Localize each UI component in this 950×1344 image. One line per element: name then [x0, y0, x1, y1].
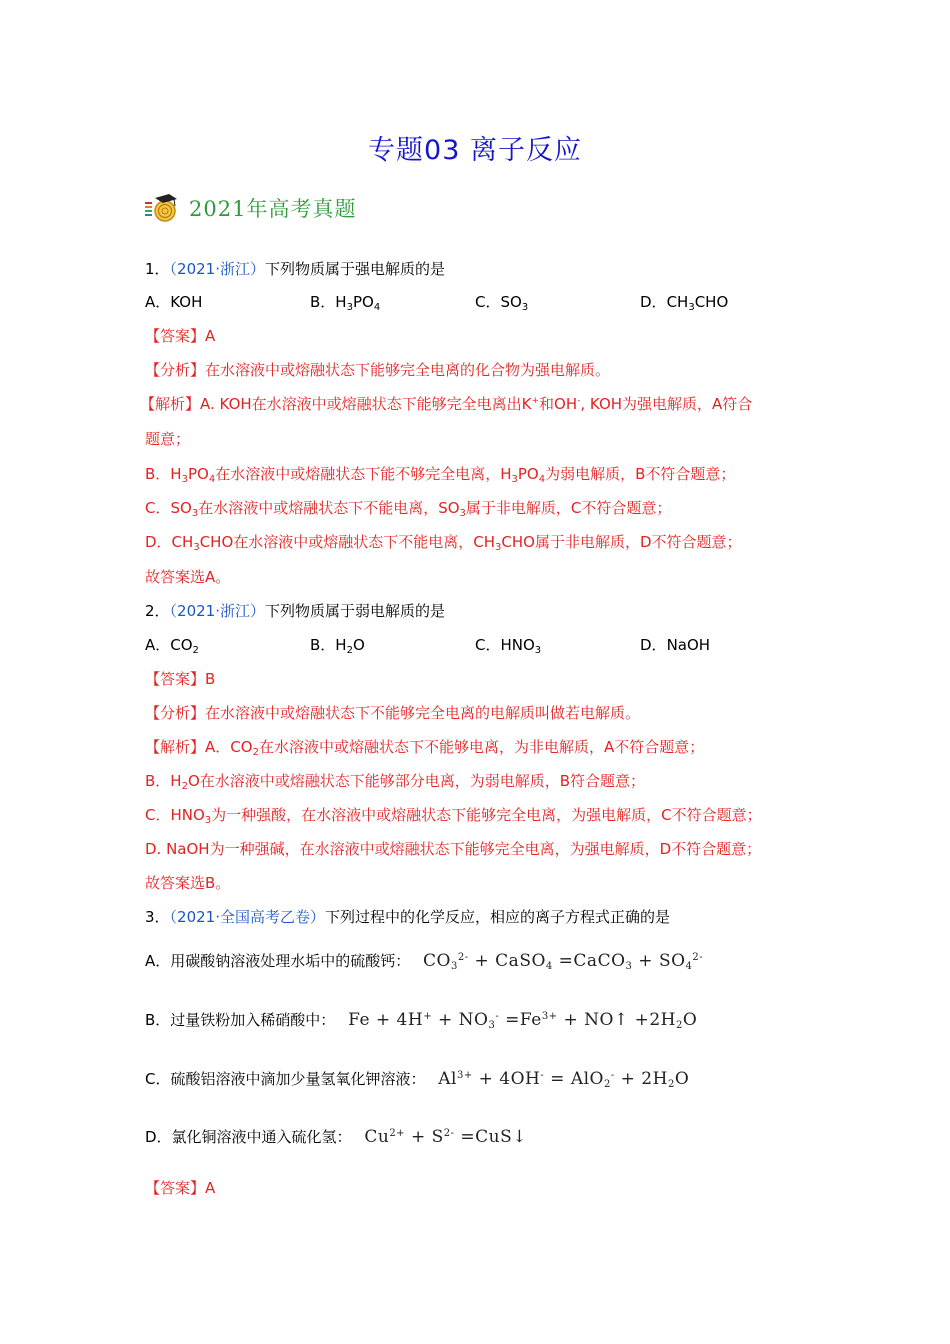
question-1-stem: 1．（2021·浙江）下列物质属于强电解质的是 [145, 260, 446, 278]
explanation-line: B．$H_3PO_4$在水溶液中或熔融状态下能不够完全电离，$H_3PO_4$为弱电解质，B不符合题意； [145, 465, 736, 485]
question-3-option-d: D．氯化铜溶液中通入硫化氢： $Cu^{2+} + S^{2-}$ =CuS↓ [145, 1127, 528, 1147]
ionic-equation: $CO_3^{2-}$ + CaSO$_4$ =CaCO$_3$ + $SO_4^{2-}$ [423, 951, 704, 972]
option-a: A．KOH [145, 293, 203, 311]
graduate-mascot-icon [143, 192, 179, 224]
option-c: C．$SO_3$ [475, 293, 529, 313]
analysis-line: 【分析】在水溶液中或熔融状态下不能够完全电离的电解质叫做若电解质。 [145, 704, 641, 722]
ionic-equation: $Fe + 4H^+ + NO_3^- =Fe^{3+}$ + NO↑ $+2H_2O$ [348, 1010, 698, 1031]
question-3-option-b: B．过量铁粉加入稀硝酸中： $Fe + 4H^+ + NO_3^- =Fe^{3+}$ + NO↑ $+2H_2O$ [145, 1010, 698, 1031]
option-c: C．$HNO_3$ [475, 636, 542, 656]
conclusion-line: 故答案选B。 [145, 874, 231, 892]
question-3-option-c: C．硫酸铝溶液中滴加少量氢氧化钾溶液： $Al^{3+} + 4OH^- = AlO_2^- + 2H_2O$ [145, 1069, 690, 1090]
question-2-stem: 2．（2021·浙江）下列物质属于弱电解质的是 [145, 602, 446, 620]
option-d: D．$CH_3CHO$ [640, 293, 729, 313]
answer-line: 【答案】B [145, 670, 216, 688]
conclusion-line: 故答案选A。 [145, 568, 231, 586]
explanation-line: 【解析】A. KOH在水溶液中或熔融状态下能够完全电离出K+和OH-, KOH为强电解质，A符合 [140, 395, 753, 413]
explanation-line: C．$HNO_3$为一种强酸，在水溶液中或熔融状态下能够完全电离，为强电解质，C不符合题意； [145, 806, 762, 826]
question-3-option-a: A．用碳酸钠溶液处理水垢中的硫酸钙： $CO_3^{2-}$ + CaSO$_4$ =CaCO$_3$ + $SO_4^{2-}$ [145, 951, 704, 972]
explanation-line: 题意； [145, 430, 191, 448]
section-title: 2021年高考真题 [189, 197, 357, 221]
answer-line: 【答案】A [145, 327, 216, 345]
option-b: B．$H_2O$ [310, 636, 365, 656]
explanation-line: 【解析】A．$CO_2$在水溶液中或熔融状态下不能够电离，为非电解质，A不符合题意； [145, 738, 705, 758]
ionic-equation: $Cu^{2+} + S^{2-}$ =CuS↓ [364, 1127, 528, 1147]
explanation-line: B．$H_2O$在水溶液中或熔融状态下能够部分电离，为弱电解质，B符合题意； [145, 772, 646, 792]
question-2-options [145, 634, 845, 656]
page-title: 专题03 离子反应 [368, 135, 582, 166]
answer-line: 【答案】A [145, 1179, 216, 1197]
explanation-line: D．$CH_3CHO$在水溶液中或熔融状态下不能电离，$CH_3CHO$属于非电解质，D不符合题意； [145, 533, 742, 553]
ionic-equation: $Al^{3+} + 4OH^- = AlO_2^- + 2H_2O$ [438, 1069, 690, 1090]
section-heading [143, 190, 356, 226]
option-a: A．$CO_2$ [145, 636, 199, 656]
option-b: B．$H_3PO_4$ [310, 293, 381, 313]
analysis-line: 【分析】在水溶液中或熔融状态下能够完全电离的化合物为强电解质。 [145, 361, 611, 379]
question-3-stem: 3．（2021·全国高考乙卷）下列过程中的化学反应，相应的离子方程式正确的是 [145, 908, 671, 926]
explanation-line: D. NaOH为一种强碱，在水溶液中或熔融状态下能够完全电离，为强电解质，D不符合题意； [145, 840, 762, 858]
option-d: D．NaOH [640, 636, 711, 654]
explanation-line: C．$SO_3$在水溶液中或熔融状态下不能电离，$SO_3$属于非电解质，C不符合题意； [145, 499, 672, 519]
question-1-options [145, 291, 845, 313]
